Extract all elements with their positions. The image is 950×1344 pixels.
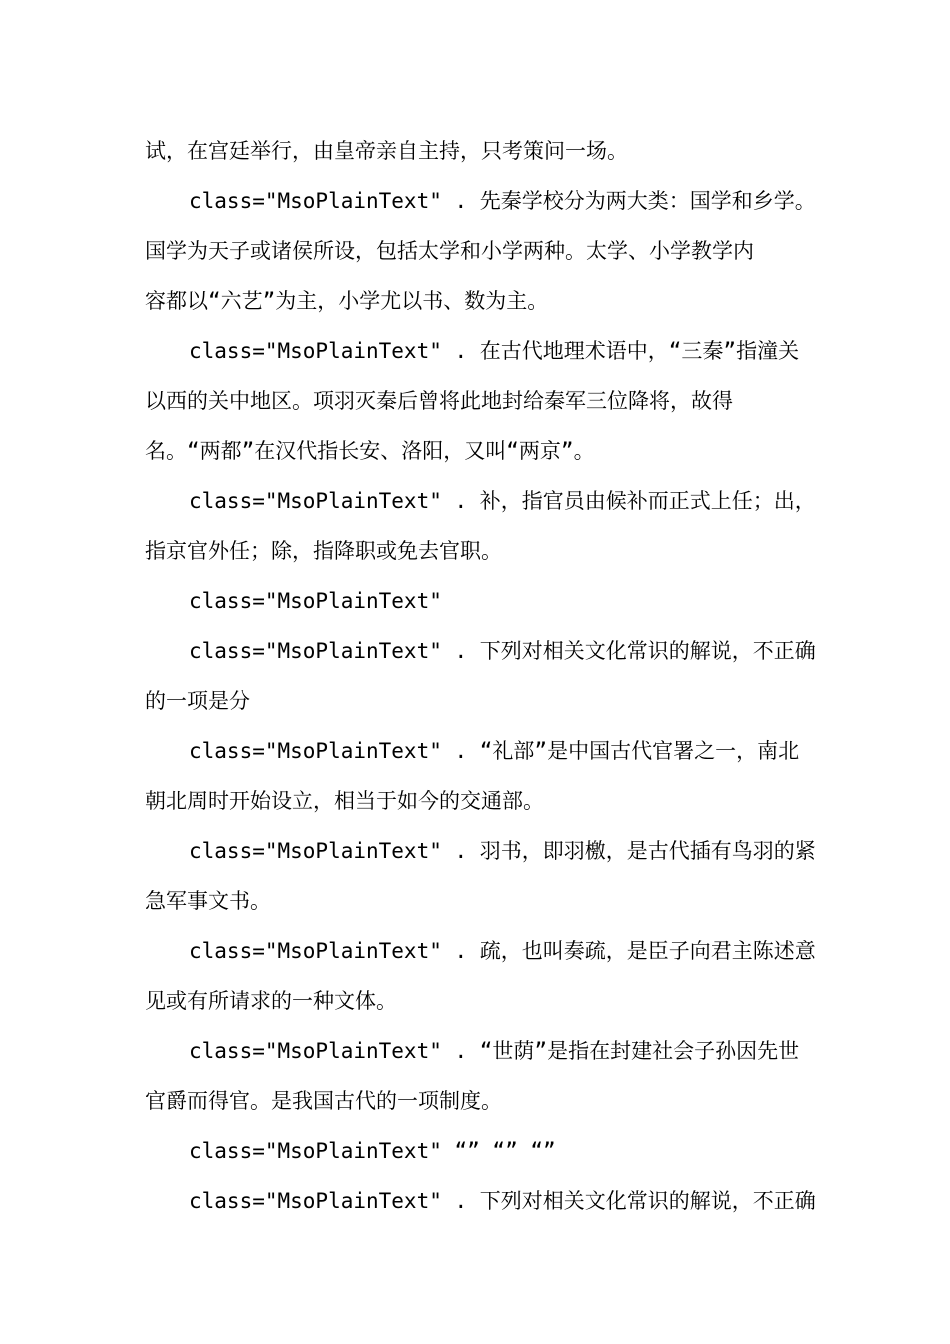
text-line: class="MsoPlainText" . “礼部”是中国古代官署之一，南北 <box>189 739 800 763</box>
text-line: class="MsoPlainText" . 在古代地理术语中，“三秦”指潼关 <box>189 339 800 363</box>
text-line: class="MsoPlainText" . “世荫”是指在封建社会子孙因先世 <box>189 1039 800 1063</box>
text-line: 名。“两都”在汉代指长安、洛阳，又叫“两京”。 <box>145 439 595 463</box>
text-line: 指京官外任；除，指降职或免去官职。 <box>145 539 502 563</box>
text-line: class="MsoPlainText" . 先秦学校分为两大类：国学和乡学。 <box>189 189 816 213</box>
text-line: class="MsoPlainText" “” “” “” <box>189 1139 556 1163</box>
text-line: 见或有所请求的一种文体。 <box>145 989 397 1013</box>
text-line: 以西的关中地区。项羽灭秦后曾将此地封给秦军三位降将，故得 <box>145 389 733 413</box>
document-body <box>145 126 816 1226</box>
text-line: class="MsoPlainText" <box>189 589 442 613</box>
text-line: 的一项是分 <box>145 689 250 713</box>
text-line: class="MsoPlainText" . 下列对相关文化常识的解说，不正确 <box>189 1189 816 1213</box>
text-line: 急军事文书。 <box>145 889 271 913</box>
text-line: 试，在宫廷举行，由皇帝亲自主持，只考策问一场。 <box>145 139 628 163</box>
text-line: 官爵而得官。是我国古代的一项制度。 <box>145 1089 502 1113</box>
text-line: class="MsoPlainText" . 补，指官员由候补而正式上任；出， <box>189 489 816 513</box>
text-line: class="MsoPlainText" . 下列对相关文化常识的解说，不正确 <box>189 639 816 663</box>
text-line: class="MsoPlainText" . 羽书，即羽檄，是古代插有鸟羽的紧 <box>189 839 816 863</box>
text-line: 国学为天子或诸侯所设，包括太学和小学两种。太学、小学教学内 <box>145 239 754 263</box>
text-line: 容都以“六艺”为主，小学尤以书、数为主。 <box>145 289 549 313</box>
text-line: 朝北周时开始设立，相当于如今的交通部。 <box>145 789 544 813</box>
text-line: class="MsoPlainText" . 疏，也叫奏疏，是臣子向君主陈述意 <box>189 939 816 963</box>
